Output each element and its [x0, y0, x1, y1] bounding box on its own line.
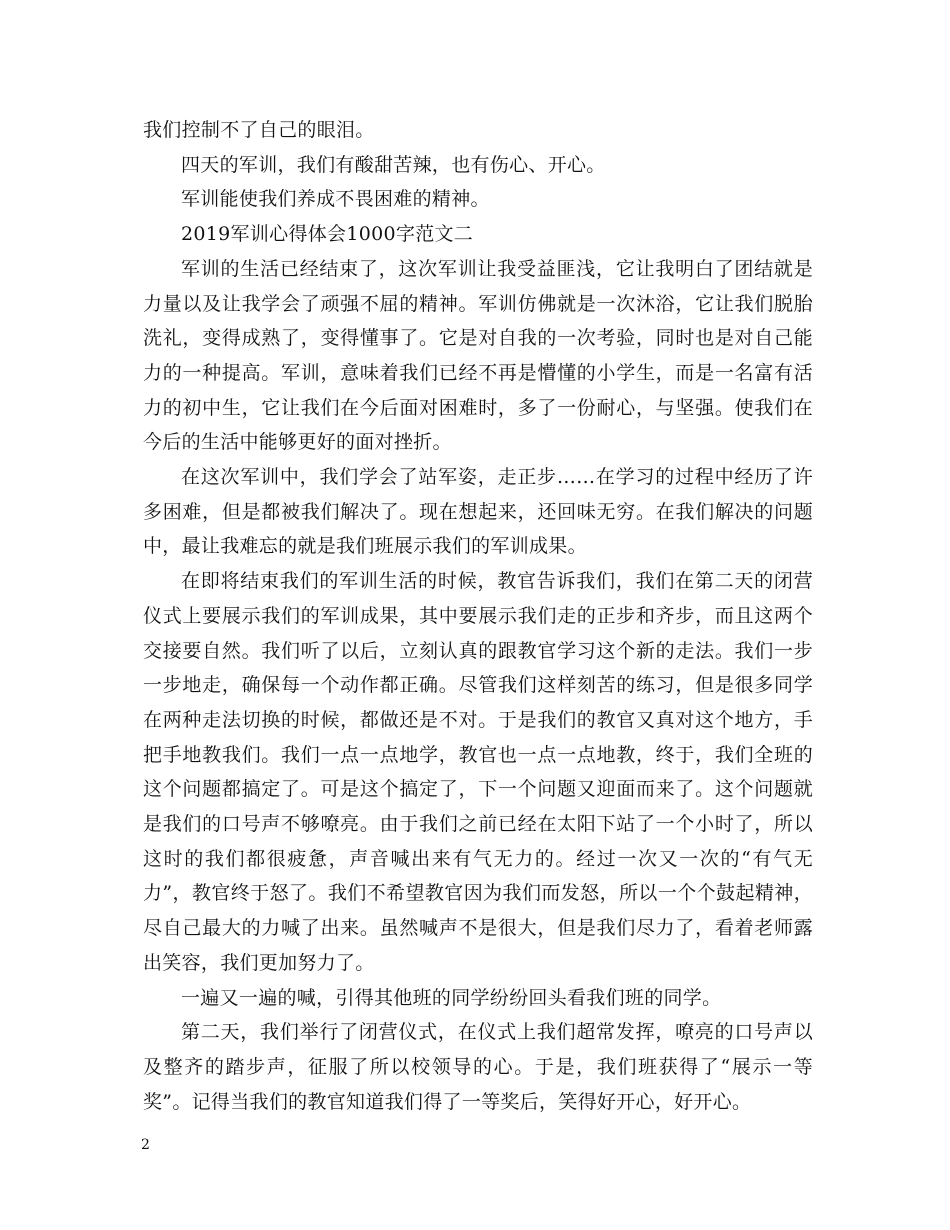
page-number: 2 — [141, 1137, 150, 1153]
paragraph: 四天的军训，我们有酸甜苦辣，也有伤心、开心。 — [181, 153, 606, 176]
paragraph: 在这次军训中，我们学会了站军姿，走正步……在学习的过程中经历了许多困难，但是都被我们解决了。现在想起来，还回味无穷。在我们解决的问题中，最让我难忘的就是我们班展示我们的军训成果。 — [143, 466, 813, 558]
section-heading: 2019军训心得体会1000字范文二 — [181, 223, 474, 246]
paragraph: 在即将结束我们的军训生活的时候，教官告诉我们，我们在第二天的闭营仪式上要展示我们的军训成果，其中要展示我们走的正步和齐步，而且这两个交接要自然。我们听了以后，立刻认真的跟教官学习这个新的走法。我们一步一步地走，确保每一个动作都正确。尽管我们这样刻苦的练习，但是很多同学在两种走法切换的时候，都做还是不对。于是我们的教官又真对这个地方，手把手地教我们。我们一点一点地学，教官也一点一点地教，终于，我们全班的这个问题都搞定了。可是这个搞定了，下一个问题又迎面而来了。这个问题就是我们的口号声不够嘹亮。由于我们之前已经在太阳下站了一个小时了，所以这时的我们都很疲惫，声音喊出来有气无力的。经过一次又一次的“有气无力”，教官终于怒了。我们不希望教官因为我们而发怒，所以一个个鼓起精神，尽自己最大的力喊了出来。虽然喊声不是很大，但是我们尽力了，看着老师露出笑容，我们更加努力了。 — [143, 570, 813, 974]
paragraph: 第二天，我们举行了闭营仪式，在仪式上我们超常发挥，嘹亮的口号声以及整齐的踏步声，征服了所以校领导的心。于是，我们班获得了“展示一等奖”。记得当我们的教官知道我们得了一等奖后，笑得好开心，好开心。 — [143, 1021, 813, 1113]
paragraph: 军训的生活已经结束了，这次军训让我受益匪浅，它让我明白了团结就是力量以及让我学会了顽强不屈的精神。军训仿佛就是一次沐浴，它让我们脱胎洗礼，变得成熟了，变得懂事了。它是对自我的一次考验，同时也是对自己能力的一种提高。军训，意味着我们已经不再是懵懂的小学生，而是一名富有活力的初中生，它让我们在今后面对困难时，多了一份耐心，与坚强。使我们在今后的生活中能够更好的面对挫折。 — [143, 257, 813, 454]
paragraph: 军训能使我们养成不畏困难的精神。 — [181, 188, 490, 211]
document-body — [143, 113, 813, 1119]
paragraph: 我们控制不了自己的眼泪。 — [143, 119, 375, 141]
paragraph: 一遍又一遍的喊，引得其他班的同学纷纷回头看我们班的同学。 — [181, 986, 722, 1009]
